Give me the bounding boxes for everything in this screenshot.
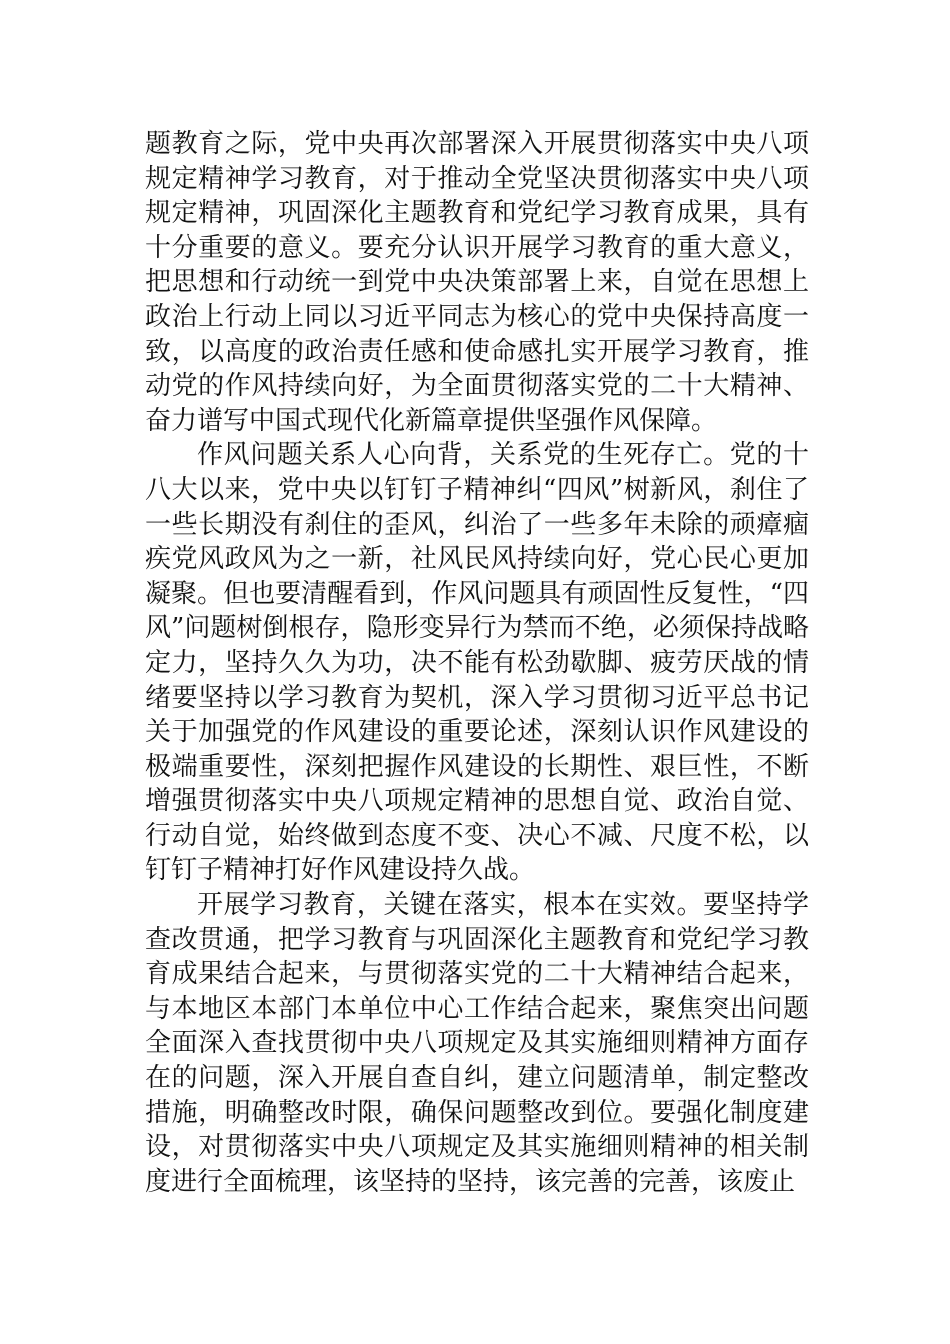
paragraph-continuation: 题教育之际，党中央再次部署深入开展贯彻落实中央八项规定精神学习教育，对于推动全党坚决贯彻落实中央八项规定精神，巩固深化主题教育和党纪学习教育成果，具有十分重要的意义。要充分认识开展学习教育的重大意义，把思想和行动统一到党中央决策部署上来，自觉在思想上政治上行动上同以习近平同志为核心的党中央保持高度一致，以高度的政治责任感和使命感扎实开展学习教育，推动党的作风持续向好，为全面贯彻落实党的二十大精神、奋力谱写中国式现代化新篇章提供坚强作风保障。 [145, 129, 809, 436]
paragraph: 作风问题关系人心向背，关系党的生死存亡。党的十八大以来，党中央以钉钉子精神纠“四风”树新风，刹住了一些长期没有刹住的歪风，纠治了一些多年未除的顽瘴痼疾党风政风为之一新，社风民风持续向好，党心民心更加凝聚。但也要清醒看到，作风问题具有顽固性反复性，“四风”问题树倒根存，隐形变异行为禁而不绝，必须保持战略定力，坚持久久为功，决不能有松劲歇脚、疲劳厌战的情绪要坚持以学习教育为契机，深入学习贯彻习近平总书记关于加强党的作风建设的重要论述，深刻认识作风建设的极端重要性，深刻把握作风建设的长期性、艰巨性，不断增强贯彻落实中央八项规定精神的思想自觉、政治自觉、行动自觉，始终做到态度不变、决心不减、尺度不松，以钉钉子精神打好作风建设持久战。 [145, 440, 809, 886]
document-body [145, 127, 809, 1199]
paragraph: 开展学习教育，关键在落实，根本在实效。要坚持学查改贯通，把学习教育与巩固深化主题教育和党纪学习教育成果结合起来，与贯彻落实党的二十大精神结合起来，与本地区本部门本单位中心工作结合起来，聚焦突出问题全面深入查找贯彻中央八项规定及其实施细则精神方面存在的问题，深入开展自查自纠，建立问题清单，制定整改措施，明确整改时限，确保问题整改到位。要强化制度建设，对贯彻落实中央八项规定及其实施细则精神的相关制度进行全面梳理，该坚持的坚持，该完善的完善，该废止 [145, 890, 809, 1197]
